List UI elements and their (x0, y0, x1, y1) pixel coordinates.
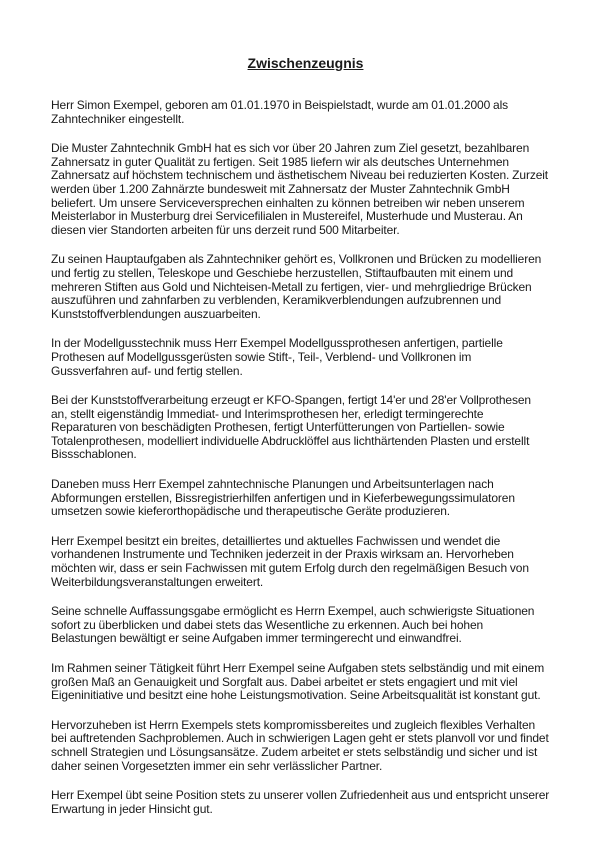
paragraph-summary: Herr Exempel übt seine Position stets zu unserer vollen Zufriedenheit aus und entspricht unserer Erwartung in jeder Hinsicht gut. (51, 788, 550, 816)
paragraph-knowledge: Herr Exempel besitzt ein breites, detailliertes und aktuelles Fachwissen und wendet die vorhandenen Instrumente und Techniken jederzeit in der Praxis wirksam an. Hervorheben möchten wir, dass er sein Fachwissen mit gutem Erfolg durch den regelmäßigen Besuch von Weiterbildungsveranstaltungen erweitert. (51, 533, 529, 589)
paragraph-employment: Herr Simon Exempel, geboren am 01.01.1970 in Beispielstadt, wurde am 01.01.2000 als Zahntechniker eingestellt. (51, 98, 509, 126)
paragraph-work-style: Im Rahmen seiner Tätigkeit führt Herr Exempel seine Aufgaben stets selbständig und mit einem großen Maß an Genauigkeit und Sorgfalt aus. Dabei arbeitet er stets engagiert und mit viel Eigeninitiative und besitzt eine hohe Leistungsmotivation. Seine Arbeitsqualität ist konstant gut. (51, 661, 545, 703)
paragraph-company: Die Muster Zahntechnik GmbH hat es sich vor über 20 Jahren zum Ziel gesetzt, bezahlbaren Zahnersatz in guter Qualität zu fertigen. Seit 1985 liefern wir als deutsches Unternehmen Zahnersatz auf höchstem technischem und ästhetischem Niveau bei reduzierten Kosten. Zurzeit werden über 1.200 Zahnärzte bundesweit mit Zahnersatz der Muster Zahntechnik GmbH beliefert. Um unsere Serviceversprechen einhalten zu können betreiben wir neben unserem Meisterlabor in Musterburg drei Servicefilialen in Mustereifel, Musterhude und Musterau. An diesen vier Standorten arbeiten für uns derzeit rund 500 Mitarbeiter. (51, 141, 549, 237)
document-body (51, 99, 550, 816)
paragraph-behavior: Hervorzuheben ist Herrn Exempels stets kompromissbereites und zugleich flexibles Verhalten bei auftretenden Sachproblemen. Auch in schwierigen Lagen geht er stets planvoll vor und findet schnell Strategien und Lösungsansätze. Zudem arbeitet er stets selbständig und sicher und ist daher seinen Vorgesetzten immer ein sehr verlässlicher Partner. (51, 717, 549, 773)
paragraph-comprehension: Seine schnelle Auffassungsgabe ermöglicht es Herrn Exempel, auch schwierigste Situationen sofort zu überblicken und dabei stets das Wesentliche zu erkennen. Auch bei hohen Belastungen bewältigt er seine Aufgaben immer termingerecht und einwandfrei. (51, 604, 535, 646)
paragraph-plastics: Bei der Kunststoffverarbeitung erzeugt er KFO-Spangen, fertigt 14'er und 28'er Vollprothesen an, stellt eigenständig Immediat- und Interimsprothesen her, erledigt termingerechte Reparaturen von beschädigten Prothesen, fertigt Unterfütterungen von Partiellen- sowie Totalenprothesen, modelliert individuelle Abdrucklöffel aus lichthärtenden Plasten und erstellt Bissschablonen. (51, 393, 531, 462)
paragraph-planning: Daneben muss Herr Exempel zahntechnische Planungen und Arbeitsunterlagen nach Abformungen erstellen, Bissregistrierhilfen anfertigen und in Kieferbewegungssimulatoren umsetzen sowie kieferorthopädische und therapeutische Geräte produzieren. (51, 477, 515, 519)
document-title: Zwischenzeugnis (247, 55, 364, 71)
paragraph-model-casting: In der Modellgusstechnik muss Herr Exempel Modellgussprothesen anfertigen, partielle Prothesen auf Modellgussgerüsten sowie Stift-, Teil-, Verblend- und Vollkronen im Gussverfahren auf- und fertig stellen. (51, 336, 503, 378)
paragraph-main-tasks: Zu seinen Hauptaufgaben als Zahntechniker gehört es, Vollkronen und Brücken zu modellieren und fertig zu stellen, Teleskope und Geschiebe herzustellen, Stiftaufbauten mit einem und mehreren Stiften aus Gold und Nichteisen-Metall zu fertigen, vier- und mehrgliedrige Brücken auszuführen und zahnfarben zu verblenden, Keramikverblendungen aufzubrennen und Kunststoffverblendungen auszuarbeiten. (51, 252, 542, 321)
